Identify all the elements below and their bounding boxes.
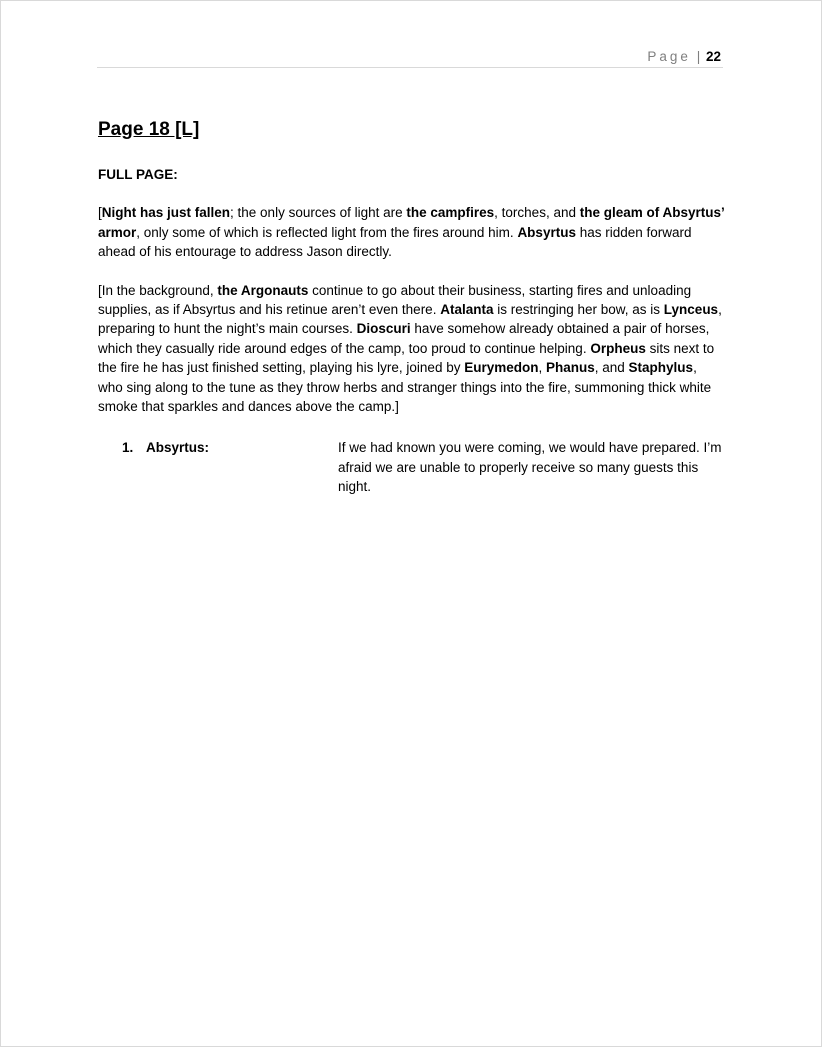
panel-description: [98, 203, 724, 416]
bold-text: Absyrtus: [517, 224, 576, 240]
bold-text: the Argonauts: [217, 282, 309, 298]
description-paragraph: [98, 203, 724, 261]
page-content: [98, 117, 724, 498]
dialogue-number: 1.: [122, 440, 134, 456]
page-title: Page 18 [L]: [98, 119, 200, 140]
text-run: , only some of which is reflected light from the fires around him.: [136, 224, 518, 240]
header-rule: [97, 67, 723, 68]
bold-text: Atalanta: [440, 302, 494, 318]
text-run: ,: [538, 360, 546, 376]
dialogue-list: [98, 438, 724, 498]
bold-text: Night has just fallen: [101, 205, 231, 221]
text-run: is restringing her bow, as is: [493, 302, 664, 318]
page-number: 22: [705, 49, 721, 64]
bold-text: Staphylus: [628, 360, 694, 376]
bold-text: Eurymedon: [464, 360, 539, 376]
bold-text: the campfires: [406, 205, 495, 221]
text-run: ; the only sources of light are: [230, 205, 407, 221]
page-separator: |: [696, 49, 701, 64]
page-word: Page: [647, 49, 691, 64]
text-run: continue to go about their business, starting fires and unloading supplies, as if Absyrtus and his retinue aren’t even there.: [98, 282, 692, 318]
text-run: [In the background,: [98, 282, 218, 298]
text-run: [: [98, 205, 102, 221]
panel-label: FULL PAGE:: [98, 167, 178, 182]
page-header: [647, 49, 721, 64]
bold-text: Dioscuri: [356, 321, 411, 337]
text-run: , and: [594, 360, 629, 376]
bold-text: the gleam of Absyrtus’ armor: [98, 205, 725, 240]
text-run: sits next to the fire he has just finished setting, playing his lyre, joined by: [98, 340, 715, 376]
description-paragraph: [98, 281, 724, 417]
bold-text: Phanus: [546, 360, 595, 376]
dialogue-line: If we had known you were coming, we would have prepared. I’m afraid we are unable to properly receive so many guests this night.: [338, 440, 722, 495]
text-run: , who sing along to the tune as they throw herbs and stranger things into the fire, summoning thick white smoke that sparkles and dances above the camp.]: [98, 360, 712, 415]
text-run: have somehow already obtained a pair of horses, which they casually ride around edges of the camp, too proud to continue helping.: [98, 321, 710, 356]
dialogue-speaker: Absyrtus:: [146, 440, 210, 456]
text-run: , torches, and: [494, 205, 580, 221]
dialogue-entry: [98, 438, 724, 498]
bold-text: Orpheus: [590, 340, 646, 356]
bold-text: Lynceus: [663, 302, 719, 318]
text-run: , preparing to hunt the night’s main courses.: [98, 302, 722, 337]
text-run: has ridden forward ahead of his entourage to address Jason directly.: [98, 224, 692, 260]
